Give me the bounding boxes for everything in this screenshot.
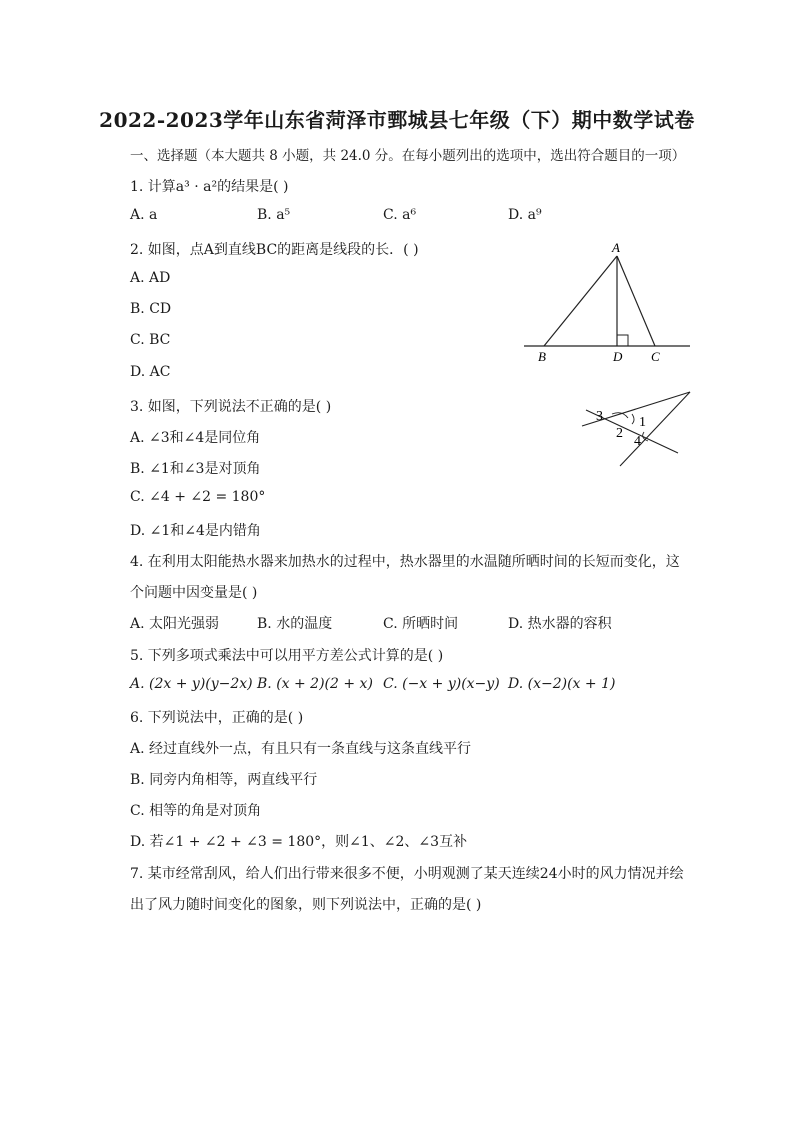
q2-option-b: B. CD [130, 301, 172, 317]
q1-option-d: D. a⁹ [508, 207, 542, 223]
question-4-stem-line-2: 个问题中因变量是( ) [130, 585, 258, 601]
q3-option-a: A. ∠3和∠4是同位角 [130, 430, 261, 446]
label-3: 3 [596, 409, 603, 424]
q3-option-c: C. ∠4 + ∠2 = 180° [130, 489, 266, 505]
label-b: B [538, 349, 546, 364]
segment-ab [544, 256, 617, 346]
triangle-figure [520, 238, 695, 368]
q4-option-d: D. 热水器的容积 [508, 616, 612, 632]
q1-option-c: C. a⁶ [383, 207, 417, 223]
q5-option-b: B. (x + 2)(2 + x) [257, 676, 373, 692]
question-6-stem: 6. 下列说法中，正确的是( ) [130, 710, 304, 726]
q6-option-a: A. 经过直线外一点，有且只有一条直线与这条直线平行 [130, 741, 472, 757]
q3-option-b: B. ∠1和∠3是对顶角 [130, 461, 261, 477]
intersecting-lines-figure [578, 388, 693, 470]
label-1: 1 [639, 415, 646, 430]
q6-option-d: D. 若∠1 + ∠2 + ∠3 = 180°，则∠1、∠2、∠3互补 [130, 834, 468, 850]
q4-option-b: B. 水的温度 [257, 616, 333, 632]
angle-arc-1 [632, 414, 634, 424]
label-c: C [651, 349, 660, 364]
q3-option-d: D. ∠1和∠4是内错角 [130, 523, 261, 539]
question-4-stem-line-1: 4. 在利用太阳能热水器来加热水的过程中，热水器里的水温随所晒时间的长短而变化，这 [130, 554, 680, 570]
q4-option-a: A. 太阳光强弱 [130, 616, 220, 632]
label-4: 4 [634, 434, 641, 449]
question-7-stem-line-1: 7. 某市经常刮风，给人们出行带来很多不便，小明观测了某天连续24小时的风力情况并绘 [130, 866, 684, 882]
label-2: 2 [616, 426, 623, 441]
label-d: D [613, 349, 623, 364]
question-3-stem: 3. 如图，下列说法不正确的是( ) [130, 399, 332, 415]
q1-option-b: B. a⁵ [257, 207, 291, 223]
q2-option-a: A. AD [130, 270, 171, 286]
q5-option-d: D. (x−2)(x + 1) [508, 676, 616, 692]
label-a: A [612, 240, 620, 255]
q1-option-a: A. a [130, 207, 158, 223]
q2-option-d: D. AC [130, 364, 171, 380]
q5-option-a: A. (2x + y)(y−2x) [130, 676, 253, 692]
right-angle-mark [617, 335, 628, 346]
segment-ac [617, 256, 655, 346]
q6-option-c: C. 相等的角是对顶角 [130, 803, 262, 819]
question-2-stem: 2. 如图，点A到直线BC的距离是线段的长．( ) [130, 242, 419, 258]
q6-option-b: B. 同旁内角相等，两直线平行 [130, 772, 318, 788]
section-heading: 一、选择题（本大题共 8 小题，共 24.0 分。在每小题列出的选项中，选出符合题目的一项） [130, 148, 686, 164]
question-7-stem-line-2: 出了风力随时间变化的图象，则下列说法中，正确的是( ) [130, 897, 482, 913]
q5-option-c: C. (−x + y)(x−y) [383, 676, 500, 692]
question-1-stem: 1. 计算a³ · a²的结果是( ) [130, 179, 289, 195]
page-title: 2022-2023学年山东省菏泽市鄄城县七年级（下）期中数学试卷 [99, 108, 695, 132]
q4-option-c: C. 所晒时间 [383, 616, 459, 632]
q2-option-c: C. BC [130, 332, 171, 348]
question-5-stem: 5. 下列多项式乘法中可以用平方差公式计算的是( ) [130, 648, 444, 664]
